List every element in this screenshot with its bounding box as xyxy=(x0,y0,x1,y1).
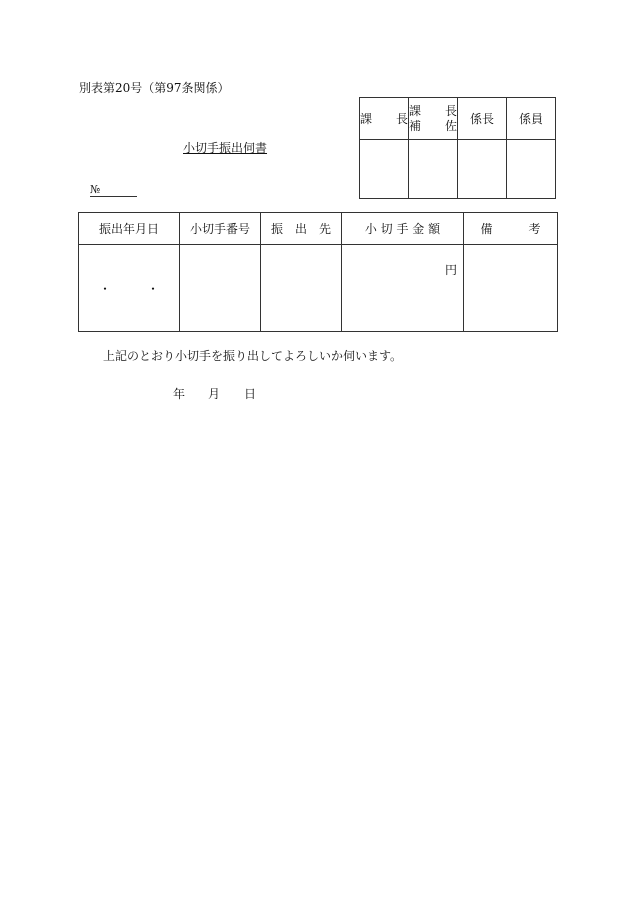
number-label: № xyxy=(90,183,101,196)
approval-header-deputy-chief xyxy=(409,98,458,140)
col-payee: 振 出 先 xyxy=(261,213,342,245)
date-day: 日 xyxy=(244,387,257,401)
form-number: 別表第20号（第97条関係） xyxy=(79,81,230,95)
cell-issue-date[interactable] xyxy=(79,245,180,332)
date-month: 月 xyxy=(208,387,221,401)
deputy-chief-line2: 補 佐 xyxy=(409,118,458,133)
cell-check-number[interactable] xyxy=(180,245,261,332)
approval-header-staff: 係員 xyxy=(507,98,556,140)
col-amount: 小 切 手 金 額 xyxy=(342,213,464,245)
document-title: 小切手振出伺書 xyxy=(183,141,268,155)
yen-unit: 円 xyxy=(444,263,457,277)
check-table xyxy=(78,212,558,332)
stamp-cell-staff[interactable] xyxy=(507,140,556,199)
stamp-cell-section-chief[interactable] xyxy=(360,140,409,199)
col-check-number: 小切手番号 xyxy=(180,213,261,245)
date-year: 年 xyxy=(173,387,186,401)
date-separators: ・ ・ xyxy=(98,281,159,296)
col-issue-date: 振出年月日 xyxy=(79,213,180,245)
cell-remarks[interactable] xyxy=(464,245,558,332)
deputy-chief-line1: 課 長 xyxy=(409,103,458,118)
cell-payee[interactable] xyxy=(261,245,342,332)
approval-header-section-chief: 課 長 xyxy=(360,98,409,140)
approval-header-subsection-chief: 係長 xyxy=(458,98,507,140)
statement-text: 上記のとおり小切手を振り出してよろしいか伺います。 xyxy=(103,349,403,363)
approval-stamp-table xyxy=(359,97,556,199)
cell-amount[interactable] xyxy=(342,245,464,332)
stamp-cell-subsection-chief[interactable] xyxy=(458,140,507,199)
stamp-cell-deputy-chief[interactable] xyxy=(409,140,458,199)
col-remarks: 備 考 xyxy=(464,213,558,245)
number-field[interactable] xyxy=(90,183,137,197)
